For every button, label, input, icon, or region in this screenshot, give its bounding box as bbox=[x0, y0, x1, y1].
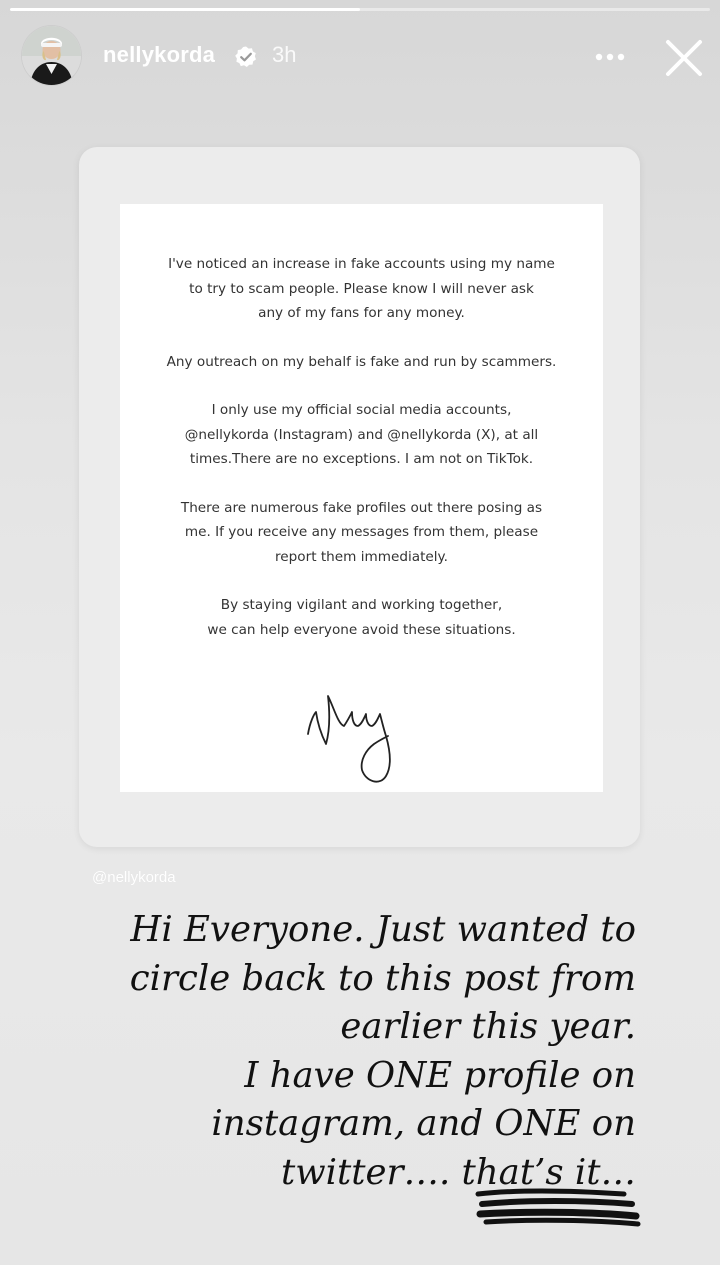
shared-post-card[interactable] bbox=[79, 147, 640, 847]
statement-text bbox=[120, 252, 603, 666]
statement-line: There are numerous fake profiles out there posing as bbox=[180, 499, 543, 516]
statement-paragraph bbox=[120, 593, 603, 642]
statement-image bbox=[120, 204, 603, 792]
statement-line: I only use my official social media accounts, bbox=[211, 402, 512, 418]
statement-line: I've noticed an increase in fake accounts using my name bbox=[168, 256, 555, 272]
statement-line: times.There are no exceptions. I am not on TikTok. bbox=[189, 451, 534, 467]
statement-line: @nellykorda (Instagram) and @nellykorda (X), at all bbox=[184, 426, 539, 443]
more-options-icon[interactable] bbox=[590, 43, 630, 71]
statement-line: me. If you receive any messages from them, please bbox=[184, 524, 539, 540]
statement-line: to try to scam people. Please know I will never ask bbox=[189, 280, 534, 297]
verified-badge-icon bbox=[234, 45, 258, 69]
close-icon[interactable] bbox=[660, 34, 708, 82]
underline-scribble bbox=[474, 1186, 644, 1232]
statement-paragraph bbox=[120, 398, 603, 472]
handwritten-signature bbox=[300, 674, 420, 789]
statement-line: report them immediately. bbox=[275, 548, 448, 565]
caption-line: instagram, and ONE on bbox=[211, 1103, 636, 1144]
statement-paragraph bbox=[120, 496, 603, 570]
statement-line: By staying vigilant and working together, bbox=[220, 597, 503, 613]
story-progress-fill bbox=[10, 8, 360, 11]
statement-paragraph bbox=[120, 252, 603, 326]
caption-line: earlier this year. bbox=[340, 1006, 636, 1047]
caption-line: Hi Everyone. Just wanted to bbox=[130, 909, 636, 950]
post-author-mention[interactable]: @nellykorda bbox=[92, 869, 176, 886]
avatar[interactable] bbox=[22, 26, 81, 85]
caption-line: circle back to this post from bbox=[129, 957, 636, 999]
story-caption bbox=[76, 906, 636, 1197]
statement-line: Any outreach on my behalf is fake and run by scammers. bbox=[166, 353, 557, 370]
statement-paragraph bbox=[120, 350, 603, 375]
caption-line: twitter…. that’s it… bbox=[280, 1151, 636, 1193]
statement-line: any of my fans for any money. bbox=[258, 305, 465, 321]
statement-line: we can help everyone avoid these situations. bbox=[207, 621, 516, 638]
username[interactable]: nellykorda bbox=[103, 42, 216, 67]
story-progress-bar bbox=[10, 8, 710, 11]
story-timestamp: 3h bbox=[272, 42, 297, 67]
caption-line: I have ONE profile on bbox=[244, 1054, 636, 1096]
